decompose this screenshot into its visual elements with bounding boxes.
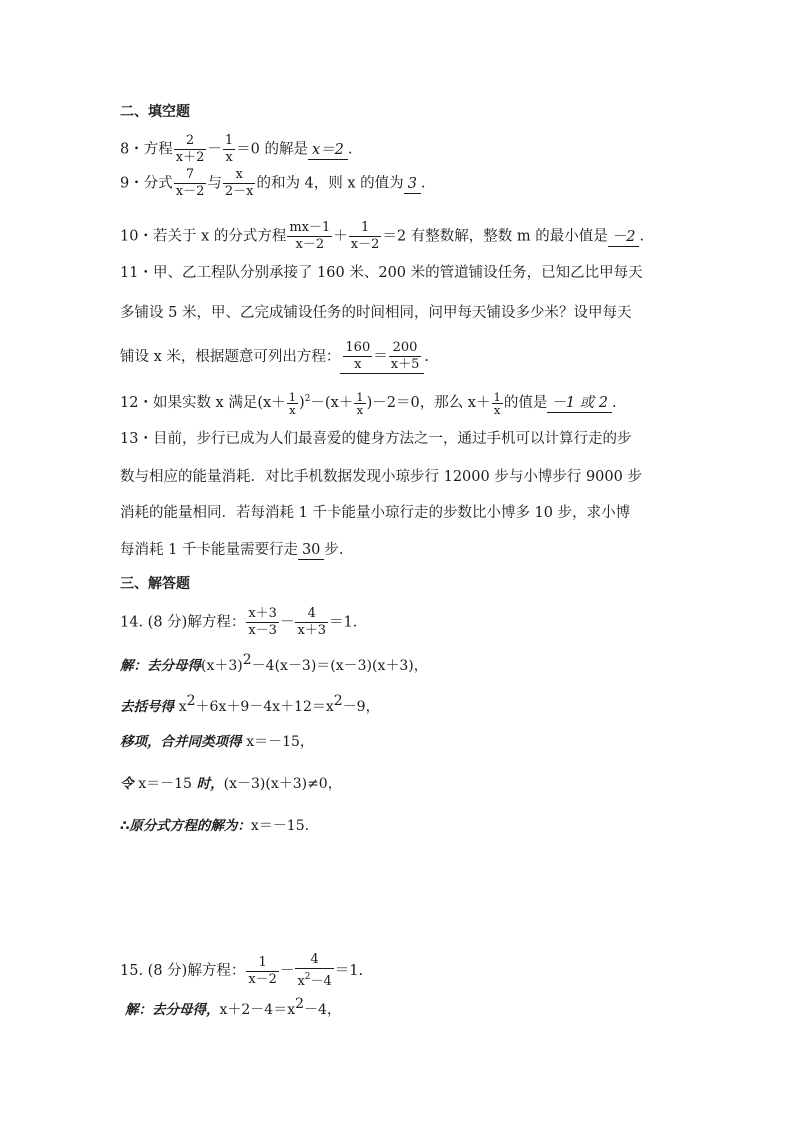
- q15-text-b: ＝1.: [334, 963, 364, 979]
- q15-text-a: 15. (8 分)解方程：: [120, 963, 246, 979]
- q15-f2-numerator: 4: [295, 952, 333, 969]
- q12-f1-denominator: x: [289, 402, 296, 417]
- q11-f2-denominator: x＋5: [390, 357, 420, 372]
- q12-fraction-1: [287, 391, 298, 416]
- q10-answer: －2: [608, 228, 640, 247]
- s14-l4-math: x＝－15: [138, 776, 192, 792]
- s14-l1-square: 2: [242, 652, 252, 668]
- q9-f2-numerator: x: [223, 167, 256, 184]
- question-15: [120, 952, 363, 990]
- s14-l2-math-2: ＋6x＋9－4x＋12＝x: [195, 699, 334, 715]
- s14-l3-math: x＝－15，: [246, 734, 314, 750]
- q13-text-a: 每消耗 1 千卡能量需要行走: [120, 542, 298, 558]
- s14-l4-label: 令: [120, 776, 134, 792]
- s14-l2-square-2: 2: [333, 693, 343, 709]
- s14-l1-label: 解：去分母得: [120, 658, 201, 674]
- s15-l1-label: 解：去分母得，: [125, 1002, 220, 1018]
- q15-f2-den-rest: －4: [310, 974, 332, 989]
- s15-l1-math-2: －4，: [304, 1002, 341, 1018]
- q11-text-a: 铺设 x 米，根据题意可列出方程：: [120, 349, 341, 365]
- q14-f1-denominator: x－3: [248, 623, 277, 638]
- q10-f1-numerator: mx－1: [289, 220, 331, 235]
- question-12: [120, 388, 617, 416]
- q8-f2-denominator: x: [225, 150, 233, 165]
- q10-f2-denominator: x－2: [350, 237, 380, 252]
- q11-f1-denominator: x: [354, 357, 362, 372]
- question-13-line-3: 消耗的能量相同．若每消耗 1 千卡能量小琼行走的步数比小博多 10 步，求小博: [120, 505, 631, 521]
- q8-answer: x＝2: [308, 141, 348, 160]
- s14-l4-label-2: 时，: [196, 776, 224, 792]
- q12-text-e: 的值是: [503, 395, 548, 411]
- q11-f2-numerator: 200: [389, 340, 422, 357]
- solution-14-step-3: [120, 731, 314, 753]
- q11-fraction-1: [343, 340, 372, 373]
- question-11-line-3: [120, 340, 429, 374]
- q12-fraction-2: [354, 391, 365, 416]
- s14-l5-label: ∴原分式方程的解为：: [120, 818, 251, 834]
- s14-l5-math: x＝－15.: [250, 818, 310, 834]
- q11-fraction-2: [389, 340, 422, 373]
- q10-operator: ＋: [333, 228, 348, 245]
- s14-l2-math: x: [178, 699, 187, 715]
- q12-f1-numerator: 1: [288, 389, 297, 404]
- question-13-line-2: 数与相应的能量消耗．对比手机数据发现小琼步行 12000 步与小博步行 9000 步: [120, 469, 642, 485]
- q14-fraction-2: [295, 606, 328, 639]
- s14-l1-math: (x＋3): [201, 658, 243, 674]
- q8-operator: －: [207, 141, 222, 158]
- solution-14-step-2: [120, 690, 380, 718]
- q12-f3-numerator: 1: [493, 389, 501, 404]
- q13-answer: 30: [298, 541, 324, 560]
- question-11-line-1: 11・甲、乙工程队分别承接了 160 米、200 米的管道铺设任务，已知乙比甲每天: [120, 265, 643, 281]
- q9-fraction-1: [174, 167, 207, 200]
- question-13-line-4: [120, 539, 344, 561]
- q9-fraction-2: [223, 167, 256, 200]
- q12-text-d: )－2＝0，那么 x＋: [366, 395, 491, 411]
- question-14: [120, 606, 357, 639]
- q14-text-a: 14. (8 分)解方程：: [120, 614, 246, 631]
- q12-f3-denominator: x: [493, 402, 501, 417]
- q12-period: .: [612, 395, 617, 411]
- q12-f2-denominator: x: [356, 402, 364, 417]
- q11-answer: [340, 340, 424, 374]
- q10-f1-denominator: x－2: [295, 237, 325, 252]
- s14-l3-label: 移项，合并同类项得: [120, 734, 242, 750]
- q9-f1-denominator: x－2: [175, 184, 205, 199]
- q12-square: 2: [304, 394, 311, 404]
- question-8: [120, 133, 352, 166]
- q12-answer: －1 或 2: [547, 394, 612, 413]
- s14-l2-math-3: －9，: [342, 699, 380, 715]
- q9-period: .: [420, 175, 426, 192]
- q9-answer: 3: [404, 175, 421, 194]
- q12-text-a: 12・如果实数 x 满足(x＋: [120, 395, 286, 411]
- q15-operator: －: [279, 963, 295, 979]
- solution-14-step-1: [120, 649, 428, 677]
- q8-fraction-1: [174, 133, 207, 166]
- section-title-fill-blank: 二、填空题: [120, 104, 190, 120]
- q9-f2-denominator: 2－x: [224, 184, 254, 199]
- s14-l1-math-2: －4(x－3)＝(x－3)(x＋3)，: [251, 658, 428, 674]
- q12-fraction-3: [492, 391, 503, 416]
- question-9: [120, 167, 426, 200]
- question-13-line-1: 13・目前，步行已成为人们最喜爱的健身方法之一，通过手机可以计算行走的步: [120, 431, 632, 447]
- q15-f2-denominator: [295, 969, 333, 990]
- q11-equals: ＝: [373, 348, 388, 365]
- q14-f2-numerator: 4: [295, 606, 328, 623]
- q10-text-b: ＝2 有整数解，整数 m 的最小值是: [382, 228, 608, 245]
- q8-period: .: [347, 141, 353, 158]
- q10-fraction-1: [287, 220, 332, 253]
- q8-text-b: ＝0 的解是: [236, 141, 308, 158]
- solution-14-step-5: [120, 815, 309, 837]
- q11-period: .: [424, 349, 429, 365]
- q10-f2-numerator: 1: [349, 220, 382, 237]
- q10-text-a: 10・若关于 x 的分式方程: [120, 228, 287, 245]
- q8-f2-numerator: 1: [224, 133, 234, 148]
- solution-15-step-1: [125, 993, 341, 1021]
- q9-text-a: 9・分式: [120, 175, 173, 192]
- q9-text-mid: 与: [207, 175, 222, 192]
- q10-fraction-2: [349, 220, 382, 253]
- question-10: [120, 220, 644, 253]
- q12-text-b: ): [299, 395, 305, 411]
- q15-f2-den-square: 2: [304, 972, 311, 982]
- q15-f1-numerator: 1: [246, 955, 279, 972]
- section-title-solve: 三、解答题: [120, 576, 190, 592]
- q10-period: .: [639, 228, 645, 245]
- q8-fraction-2: [223, 133, 235, 166]
- q14-text-b: ＝1.: [329, 614, 358, 631]
- q15-f2-den-base: x: [297, 974, 305, 989]
- q12-f2-numerator: 1: [356, 389, 364, 404]
- q14-f1-numerator: x＋3: [248, 606, 277, 621]
- q15-fraction-2: [295, 952, 333, 990]
- q14-fraction-1: [246, 606, 279, 639]
- q8-text-a: 8・方程: [120, 141, 173, 158]
- q15-f1-denominator: x－2: [248, 971, 277, 987]
- s14-l2-label: 去括号得: [120, 699, 174, 715]
- q9-f1-numerator: 7: [174, 167, 207, 184]
- q11-f1-numerator: 160: [345, 340, 371, 355]
- q8-f1-numerator: 2: [174, 133, 207, 150]
- s14-l2-square: 2: [186, 693, 196, 709]
- solution-14-step-4: [120, 773, 342, 795]
- s15-l1-math: x＋2－4＝x: [219, 1002, 296, 1018]
- q12-text-c: －(x＋: [310, 395, 354, 411]
- q14-operator: －: [279, 614, 295, 631]
- question-11-line-2: 多铺设 5 米，甲、乙完成铺设任务的时间相同，问甲每天铺设多少米？设甲每天: [120, 305, 632, 321]
- s14-l4-math-2: (x－3)(x＋3)≠0，: [223, 776, 342, 792]
- q15-fraction-1: [246, 955, 279, 988]
- q14-f2-denominator: x＋3: [297, 623, 327, 638]
- s15-l1-square: 2: [295, 996, 305, 1012]
- q8-f1-denominator: x＋2: [175, 150, 205, 165]
- q9-text-b: 的和为 4，则 x 的值为: [256, 175, 404, 192]
- q13-text-b: 步.: [324, 542, 344, 558]
